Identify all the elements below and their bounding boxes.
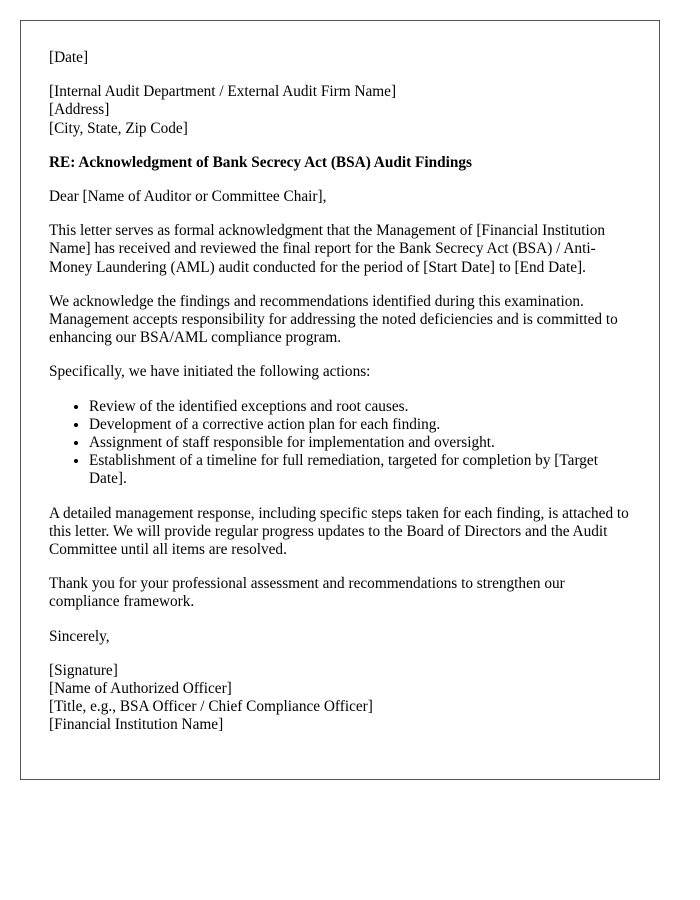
institution-name: [Financial Institution Name]: [49, 716, 224, 734]
paragraph-acknowledgment: This letter serves as formal acknowledgment that the Management of [Financial Institution Name] has received and reviewed the final report for the Bank Secrecy Act (BSA) / Anti-Money Laundering (AML) audit conducted for the period of [Start Date] to [End Date].: [49, 222, 606, 276]
letter-body: [49, 49, 637, 735]
list-item: • Review of the identified exceptions and root causes.: [89, 398, 637, 416]
paragraph-thanks: Thank you for your professional assessment and recommendations to strengthen our compliance framework.: [49, 575, 565, 611]
officer-name: [Name of Authorized Officer]: [49, 680, 232, 698]
letter-page: [20, 20, 660, 780]
list-item: • Development of a corrective action plan for each finding.: [89, 416, 637, 434]
list-item: • Establishment of a timeline for full remediation, targeted for completion by [Target Date].: [89, 452, 637, 488]
letter-date: [Date]: [49, 49, 89, 66]
recipient-name: [Internal Audit Department / External Audit Firm Name]: [49, 83, 397, 101]
letter-salutation: Dear [Name of Auditor or Committee Chair],: [49, 188, 327, 206]
signature-placeholder: [Signature]: [49, 661, 118, 679]
paragraph-actions-intro: Specifically, we have initiated the following actions:: [49, 363, 371, 381]
letter-subject: RE: Acknowledgment of Bank Secrecy Act (BSA) Audit Findings: [49, 153, 472, 171]
paragraph-management-response: A detailed management response, including specific steps taken for each finding, is attached to this letter. We will provide regular progress updates to the Board of Directors and the Audit Committee until all items are resolved.: [49, 504, 629, 559]
signature-block: [49, 662, 637, 735]
letter-valediction: Sincerely,: [49, 627, 110, 645]
paragraph-findings: We acknowledge the findings and recommendations identified during this examination. Management accepts responsibility for addressing the noted deficiencies and is committed to enhancing our BSA/AML compliance program.: [49, 292, 618, 347]
recipient-address-block: [49, 83, 637, 138]
list-item: • Assignment of staff responsible for implementation and oversight.: [89, 434, 637, 452]
recipient-address: [Address]: [49, 101, 110, 119]
officer-title: [Title, e.g., BSA Officer / Chief Compliance Officer]: [49, 698, 373, 716]
recipient-city-state-zip: [City, State, Zip Code]: [49, 119, 188, 137]
actions-list: [49, 398, 637, 489]
